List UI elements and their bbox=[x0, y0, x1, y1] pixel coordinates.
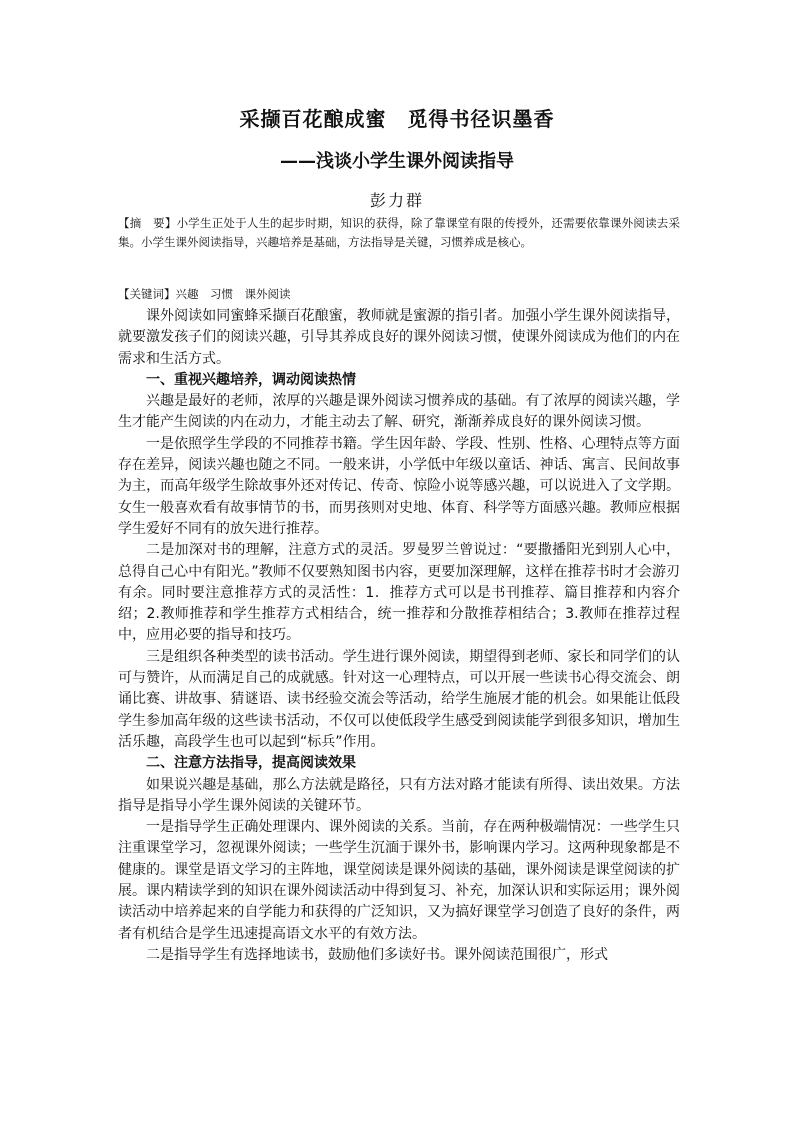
paragraph: 二是指导学生有选择地读书，鼓励他们多读好书。课外阅读范围很广，形式 bbox=[146, 946, 608, 963]
document-title: 采撷百花酿成蜜 觅得书径识墨香 bbox=[239, 107, 555, 131]
author-name: 彭力群 bbox=[369, 191, 424, 210]
keywords bbox=[118, 285, 680, 304]
intro-paragraph: 课外阅读如同蜜蜂采撷百花酿蜜，教师就是蜜源的指引者。加强小学生课外阅读指导，就要激发孩子们的阅读兴趣，引导其养成良好的课外阅读习惯，使课外阅读成为他们的内在需求和生活方式。 bbox=[118, 308, 680, 367]
paragraph: 三是组织各种类型的读书活动。学生进行课外阅读，期望得到老师、家长和同学们的认可与赞许，从而满足自己的成就感。针对这一心理特点，可以开展一些读书心得交流会、朗诵比赛、讲故事、猜谜语、读书经验交流会等活动，给学生施展才能的机会。如果能让低段学生参加高年级的这些读书活动，不仅可以使低段学生感受到阅读能学到很多知识，增加生活乐趣，高段学生也可以起到“标兵”作用。 bbox=[118, 648, 680, 750]
keywords-text: 兴趣 习惯 课外阅读 bbox=[175, 287, 291, 301]
paragraph: 兴趣是最好的老师，浓厚的兴趣是课外阅读习惯养成的基础。有了浓厚的阅读兴趣，学生才能产生阅读的内在动力，才能主动去了解、研究，渐渐养成良好的课外阅读习惯。 bbox=[118, 393, 680, 431]
keywords-label: 【关键词】 bbox=[118, 287, 176, 301]
paragraph: 如果说兴趣是基础，那么方法就是路径，只有方法对路才能读有所得、读出效果。方法指导是指导小学生课外阅读的关键环节。 bbox=[118, 776, 680, 814]
abstract bbox=[118, 214, 680, 252]
paragraph: 一是指导学生正确处理课内、课外阅读的关系。当前，存在两种极端情况：一些学生只注重课堂学习，忽视课外阅读；一些学生沉湎于课外书，影响课内学习。这两种现象都是不健康的。课堂是语文学习的主阵地，课堂阅读是课外阅读的基础，课外阅读是课堂阅读的扩展。课内精读学到的知识在课外阅读活动中得到复习、补充，加深认识和实际运用；课外阅读活动中培养起来的自学能力和获得的广泛知识，又为搞好课堂学习创造了良好的条件，两者有机结合是学生迅速提高语文水平的有效方法。 bbox=[118, 819, 680, 942]
body-text bbox=[118, 306, 680, 966]
section-heading-1: 一、重视兴趣培养，调动阅读热情 bbox=[146, 371, 356, 388]
document-subtitle: ——浅谈小学生课外阅读指导 bbox=[280, 151, 514, 172]
paragraph: 二是加深对书的理解，注意方式的灵活。罗曼罗兰曾说过：“要撒播阳光到别人心中，总得自己心中有阳光。”教师不仅要熟知图书内容，更要加深理解，这样在推荐书时才会游刃有余。同时要注意推荐方式的灵活性：1．推荐方式可以是书刊推荐、篇目推荐和内容介绍；2.教师推荐和学生推荐方式相结合，统一推荐和分散推荐相结合；3.教师在推荐过程中，应用必要的指导和技巧。 bbox=[118, 542, 680, 644]
section-heading-2: 二、注意方法指导，提高阅读效果 bbox=[146, 755, 356, 772]
abstract-label: 【摘 要】 bbox=[118, 216, 177, 230]
abstract-text: 小学生正处于人生的起步时期，知识的获得，除了靠课堂有限的传授外，还需要依靠课外阅读去采集。小学生课外阅读指导，兴趣培养是基础，方法指导是关键，习惯养成是核心。 bbox=[118, 216, 681, 249]
paragraph: 一是依照学生学段的不同推荐书籍。学生因年龄、学段、性别、性格、心理特点等方面存在差异，阅读兴趣也随之不同。一般来讲，小学低中年级以童话、神话、寓言、民间故事为主，而高年级学生除故事外还对传记、传奇、惊险小说等感兴趣，可以说进入了文学期。女生一般喜欢看有故事情节的书，而男孩则对史地、体育、科学等方面感兴趣。教师应根据学生爱好不同有的放矢进行推荐。 bbox=[118, 435, 680, 537]
